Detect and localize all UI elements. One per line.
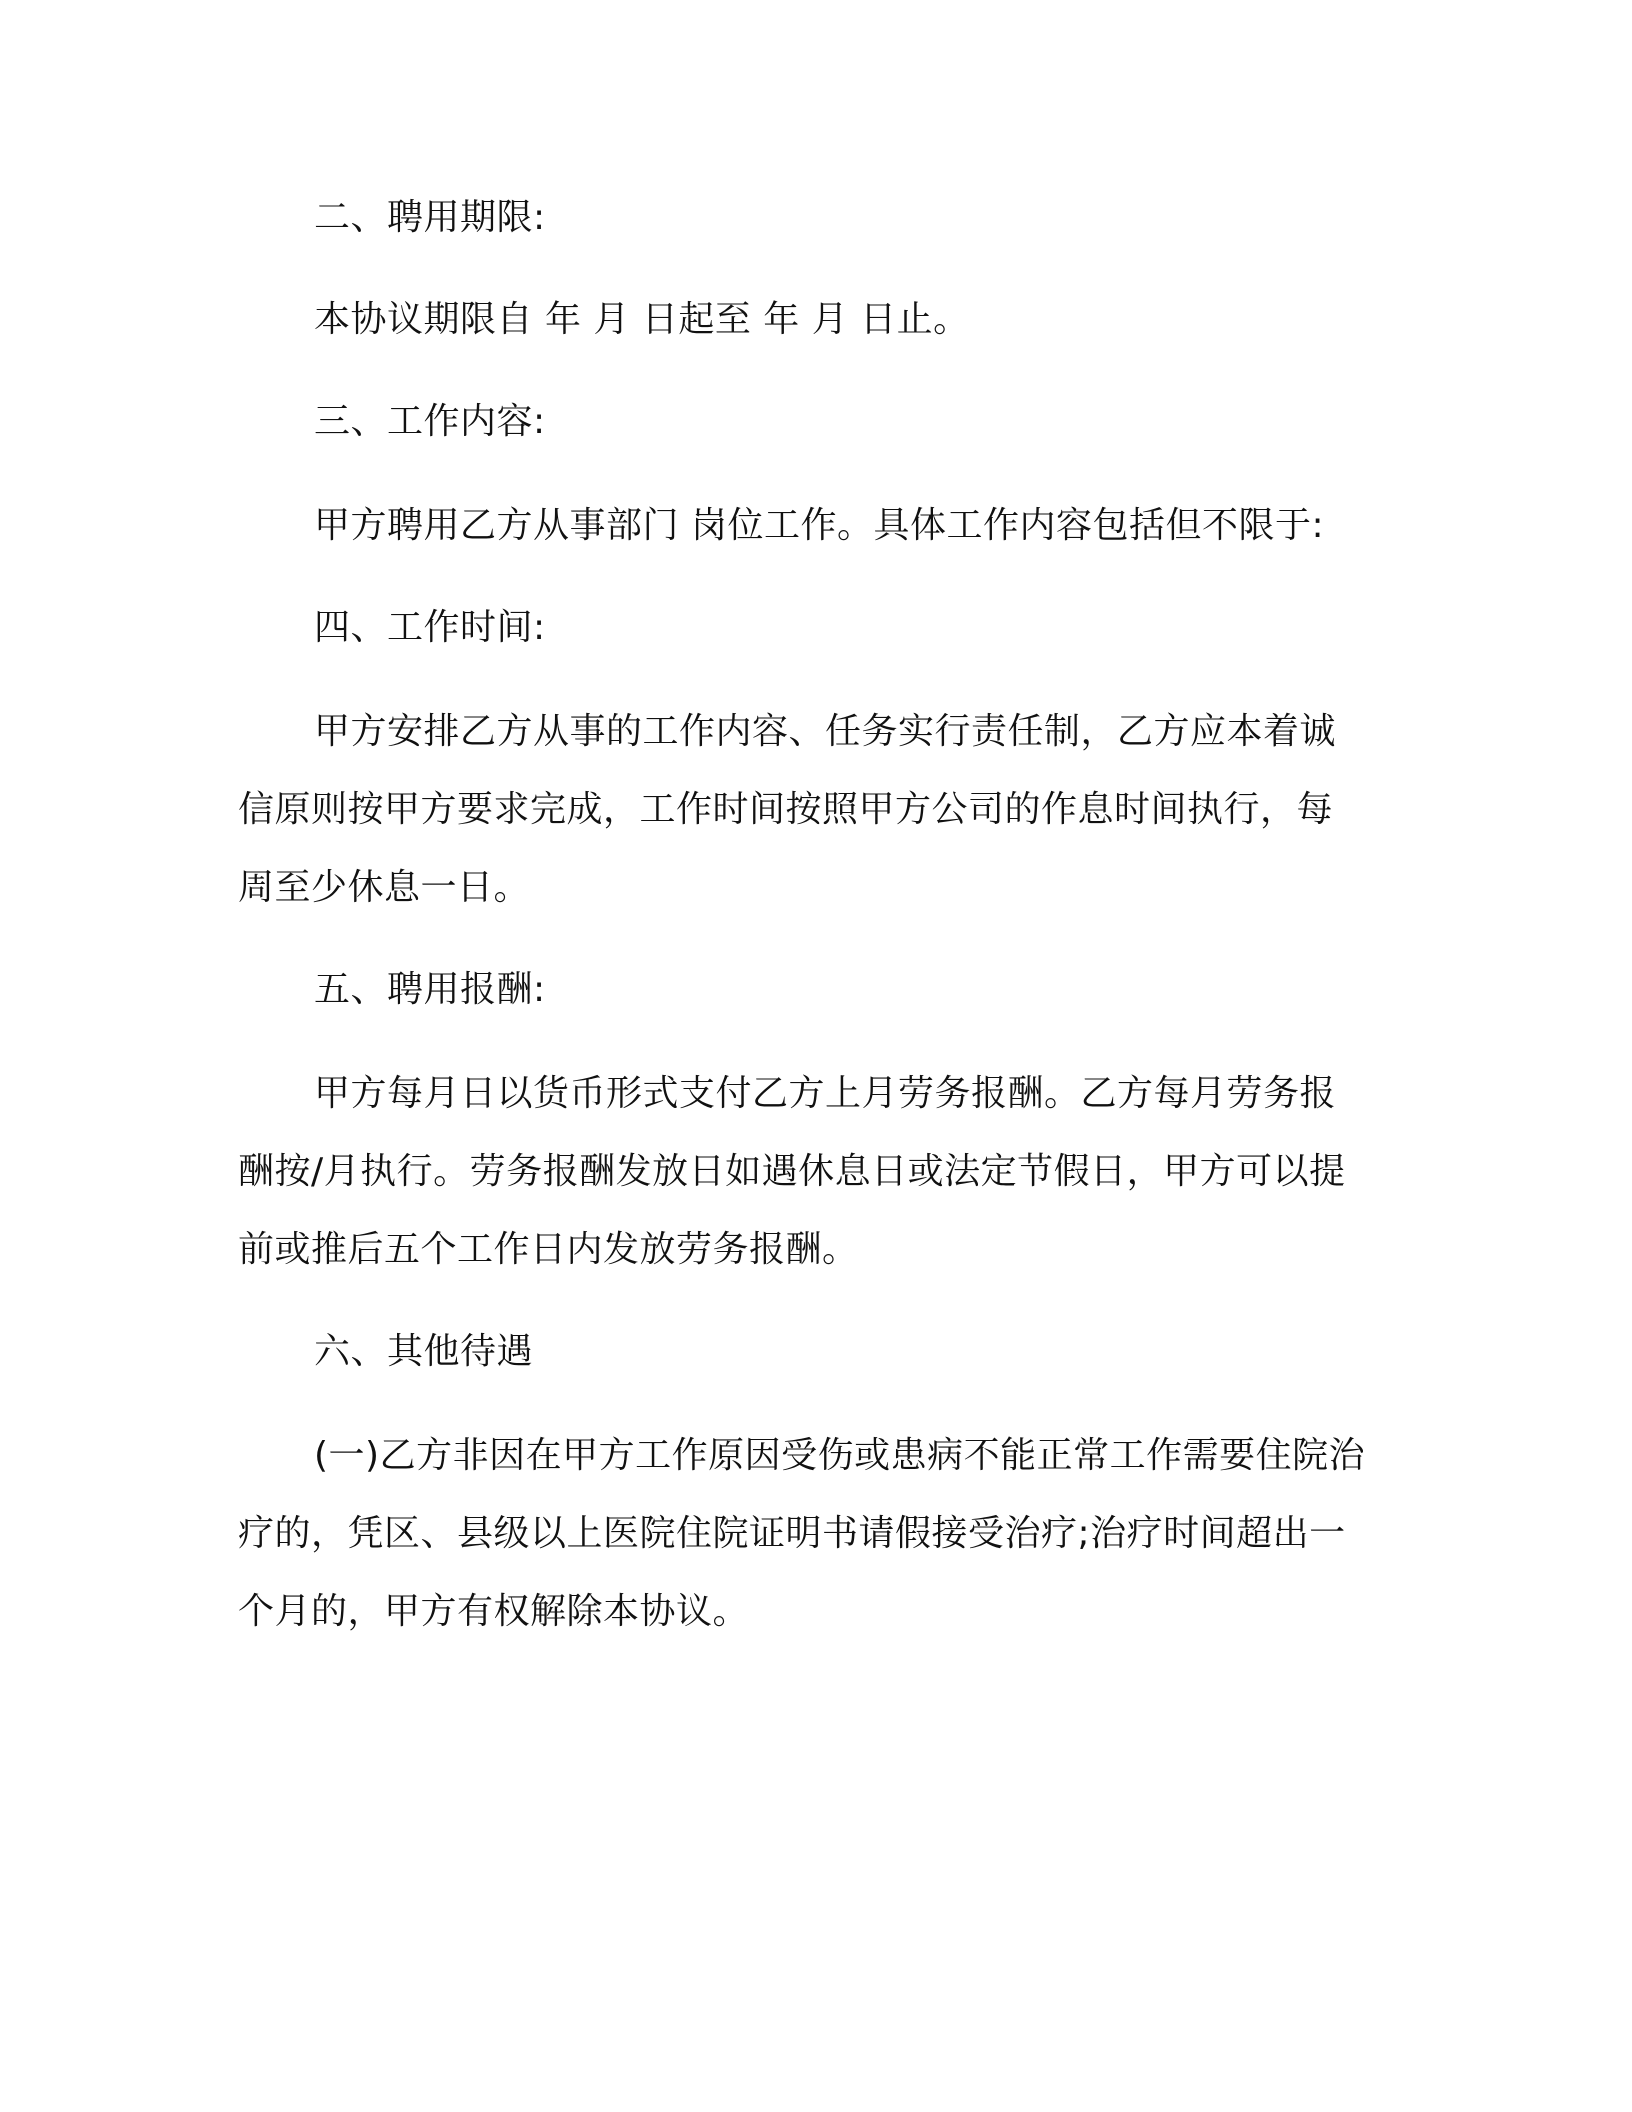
paragraph-pay-line-3: 前或推后五个工作日内发放劳务报酬。 xyxy=(238,1229,859,1270)
paragraph-hours-line-1: 甲方安排乙方从事的工作内容、任务实行责任制，乙方应本着诚 xyxy=(314,711,1337,752)
section-heading-term: 二、聘用期限: xyxy=(314,197,546,238)
paragraph-benefits-line-2: 疗的，凭区、县级以上医院住院证明书请假接受治疗;治疗时间超出一 xyxy=(238,1513,1346,1554)
paragraph-term: 本协议期限自 年 月 日起至 年 月 日止。 xyxy=(314,299,970,340)
paragraph-pay-line-2: 酬按/月执行。劳务报酬发放日如遇休息日或法定节假日，甲方可以提 xyxy=(238,1151,1346,1192)
section-heading-benefits: 六、其他待遇 xyxy=(314,1331,534,1372)
paragraph-pay-line-1: 甲方每月日以货币形式支付乙方上月劳务报酬。乙方每月劳务报 xyxy=(314,1073,1337,1114)
section-heading-hours: 四、工作时间: xyxy=(314,607,546,648)
paragraph-hours-line-2: 信原则按甲方要求完成，工作时间按照甲方公司的作息时间执行，每 xyxy=(238,789,1334,830)
paragraph-benefits-line-3: 个月的，甲方有权解除本协议。 xyxy=(238,1591,750,1632)
paragraph-content: 甲方聘用乙方从事部门 岗位工作。具体工作内容包括但不限于: xyxy=(314,505,1325,546)
section-heading-pay: 五、聘用报酬: xyxy=(314,969,546,1010)
paragraph-benefits-line-1: (一)乙方非因在甲方工作原因受伤或患病不能正常工作需要住院治 xyxy=(314,1435,1366,1476)
section-heading-content: 三、工作内容: xyxy=(314,401,546,442)
paragraph-hours-line-3: 周至少休息一日。 xyxy=(238,867,531,908)
